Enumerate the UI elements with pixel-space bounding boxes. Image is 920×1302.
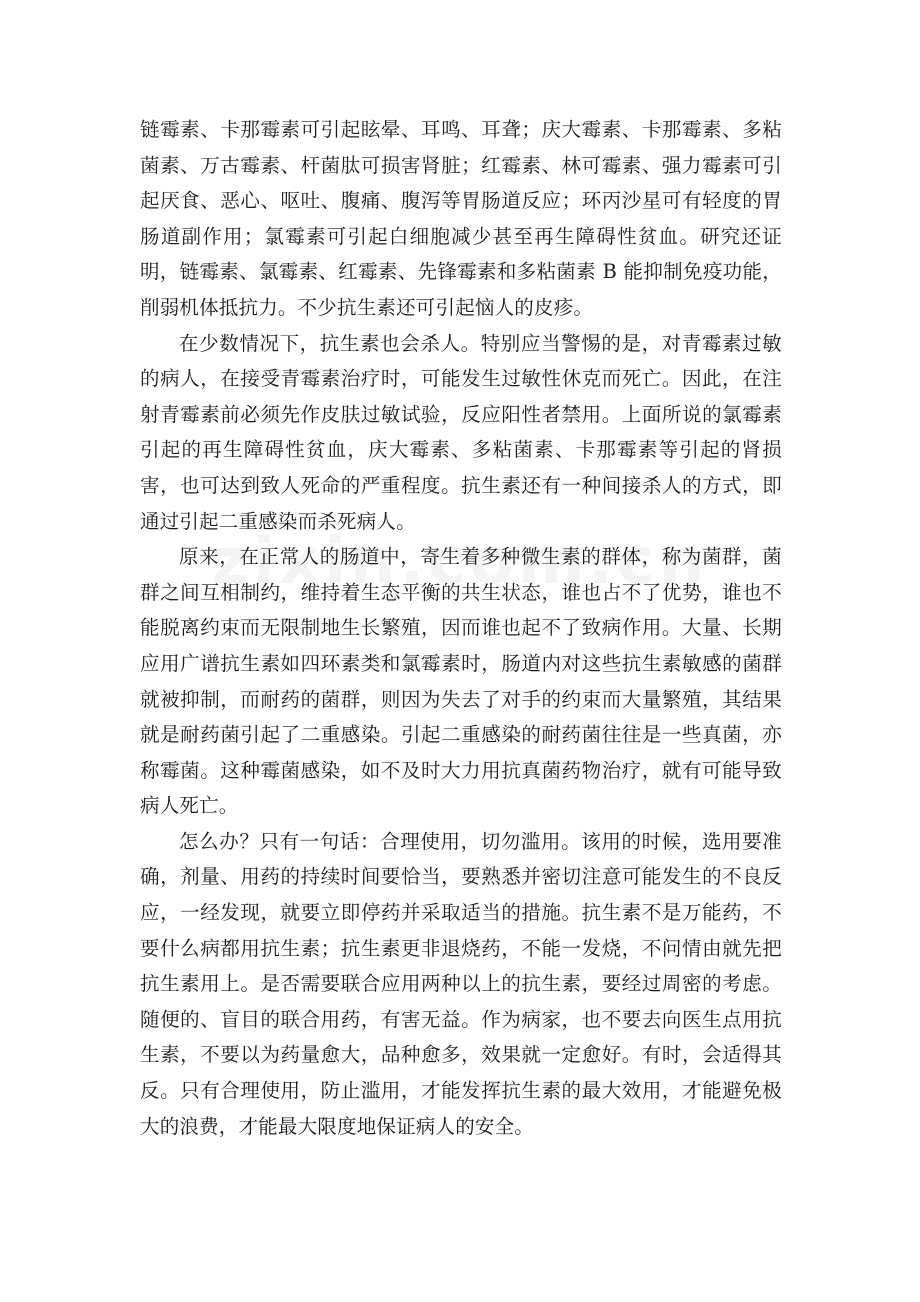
paragraph-antibiotic-fatality: 在少数情况下，抗生素也会杀人。特别应当警惕的是，对青霉素过敏的病人，在接受青霉素治疗时，可能发生过敏性休克而死亡。因此，在注射青霉素前必须先作皮肤过敏试验，反应阳性者禁用。上面所说的氯霉素引起的再生障碍性贫血，庆大霉素、多粘菌素、卡那霉素等引起的肾损害，也可达到致人死命的严重程度。抗生素还有一种间接杀人的方式，即通过引起二重感染而杀死病人。 — [140, 331, 782, 533]
paragraph-rational-use: 怎么办？只有一句话：合理使用，切勿滥用。该用的时候，选用要准确，剂量、用药的持续时间要恰当，要熟悉并密切注意可能发生的不良反应，一经发现，就要立即停药并采取适当的措施。抗生素不是万能药，不要什么病都用抗生素；抗生素更非退烧药，不能一发烧，不问情由就先把抗生素用上。是否需要联合应用两种以上的抗生素，要经过周密的考虑。随便的、盲目的联合用药，有害无益。作为病家，也不要去向医生点用抗生素，不要以为药量愈大，品种愈多，效果就一定愈好。有时，会适得其反。只有合理使用，防止滥用，才能发挥抗生素的最大效用，才能避免极大的浪费，才能最大限度地保证病人的安全。 — [140, 829, 782, 1138]
document-body — [140, 112, 782, 1144]
paragraph-continuation: 链霉素、卡那霉素可引起眩晕、耳鸣、耳聋；庆大霉素、卡那霉素、多粘菌素、万古霉素、杆菌肽可损害肾脏；红霉素、林可霉素、强力霉素可引起厌食、恶心、呕吐、腹痛、腹泻等胃肠道反应；环丙沙星可有轻度的胃肠道副作用；氯霉素可引起白细胞减少甚至再生障碍性贫血。研究还证明，链霉素、氯霉素、红霉素、先锋霉素和多粘菌素 B 能抑制免疫功能，削弱机体抵抗力。不少抗生素还可引起恼人的皮疹。 — [140, 118, 782, 319]
paragraph-gut-flora: 原来，在正常人的肠道中，寄生着多种微生素的群体，称为菌群，菌群之间互相制约，维持着生态平衡的共生状态，谁也占不了优势，谁也不能脱离约束而无限制地生长繁殖，因而谁也起不了致病作用。大量、长期应用广谱抗生素如四环素类和氯霉素时，肠道内对这些抗生素敏感的菌群就被抑制，而耐药的菌群，则因为失去了对手的约束而大量繁殖，其结果就是耐药菌引起了二重感染。引起二重感染的耐药菌往往是一些真菌，亦称霉菌。这种霉菌感染，如不及时大力用抗真菌药物治疗，就有可能导致病人死亡。 — [140, 545, 782, 818]
